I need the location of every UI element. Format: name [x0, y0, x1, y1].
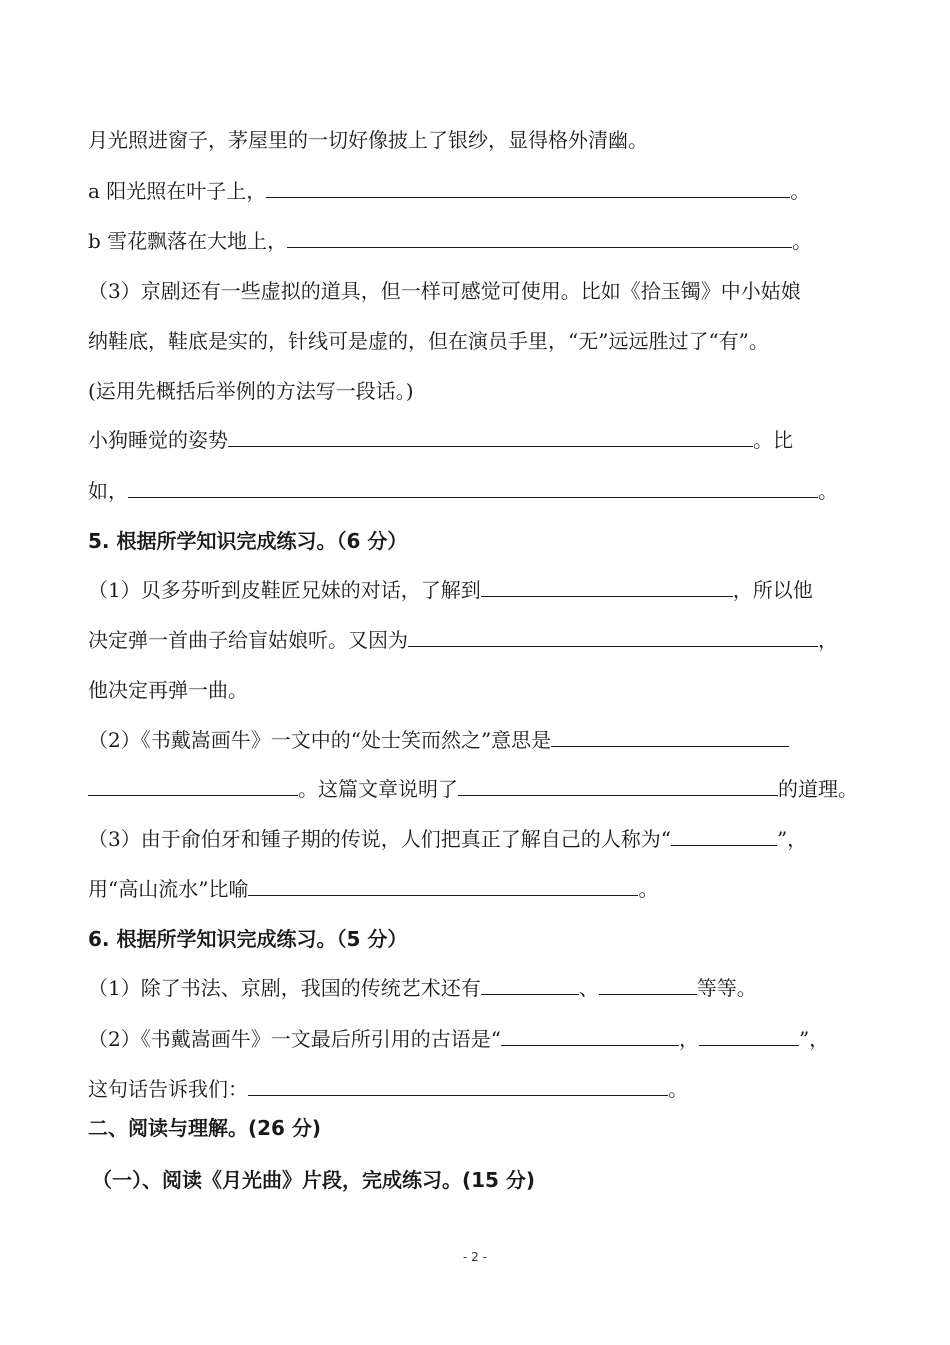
- s5-q2-text-c: 的道理。: [778, 777, 858, 801]
- s5-q1-text-b: ，所以他: [732, 578, 813, 602]
- section-6-title: 6. 根据所学知识完成练习。（5 分）: [88, 927, 408, 951]
- q3-text-3: (运用先概括后举例的方法写一段话。): [88, 379, 414, 403]
- example-prefix: 如，: [88, 479, 128, 503]
- example-period: 。: [818, 479, 838, 503]
- s5-q3-period: 。: [638, 877, 659, 901]
- answer-blank-s6-2a[interactable]: [501, 1027, 679, 1046]
- s6-q1-text-c: 等等。: [696, 976, 757, 1000]
- intro-text: 月光照进窗子，茅屋里的一切好像披上了银纱，显得格外清幽。: [88, 128, 648, 152]
- s5-q3-line-1: [88, 827, 807, 851]
- part-2-title: 二、阅读与理解。(26 分): [88, 1116, 322, 1140]
- imitate-item-a: [88, 179, 810, 203]
- s5-q3-text-b: ”，: [776, 827, 808, 851]
- section-5-title: 5. 根据所学知识完成练习。（6 分）: [88, 529, 408, 553]
- answer-blank-s5-1b[interactable]: [408, 628, 818, 647]
- part-2-subtitle: （一）、阅读《月光曲》片段，完成练习。(15 分): [92, 1168, 536, 1192]
- q3-line-3: [88, 379, 414, 403]
- s6-q2-text-d: 这句话告诉我们：: [88, 1077, 248, 1101]
- answer-blank-s5-2b[interactable]: [88, 777, 298, 796]
- q3-text-1: （3）京剧还有一些虚拟的道具，但一样可感觉可使用。比如《拾玉镯》中小姑娘: [88, 279, 801, 303]
- s6-q2-line-1: [88, 1027, 829, 1051]
- answer-blank-s6-2b[interactable]: [699, 1027, 799, 1046]
- answer-blank-s6-1b[interactable]: [599, 976, 697, 995]
- s5-q1-text-a: （1）贝多芬听到皮鞋匠兄妹的对话，了解到: [88, 578, 481, 602]
- s5-q1-comma: ，: [818, 628, 838, 652]
- example-line: [88, 479, 838, 503]
- q3-line-2: [88, 329, 769, 353]
- answer-blank-b[interactable]: [287, 229, 792, 248]
- page-number: - 2 -: [463, 1250, 487, 1264]
- dog-prefix: 小狗睡觉的姿势: [88, 428, 228, 452]
- answer-blank-s6-2c[interactable]: [248, 1077, 668, 1096]
- s5-q2-text-a: （2）《书戴嵩画牛》一文中的“处士笑而然之”意思是: [88, 728, 552, 752]
- s5-q2-line-2: [88, 777, 858, 801]
- s6-q2-period: 。: [668, 1077, 688, 1101]
- section-6-heading: [88, 927, 407, 951]
- answer-blank-s5-1a[interactable]: [481, 578, 733, 597]
- s6-q2-text-a: （2）《书戴嵩画牛》一文最后所引用的古语是“: [88, 1027, 501, 1051]
- intro-sentence: [88, 128, 648, 152]
- answer-blank-s5-2a[interactable]: [551, 728, 789, 747]
- dog-sleeping-line: [88, 428, 793, 452]
- item-b-period: 。: [792, 229, 813, 253]
- s6-q1-text-b: 、: [578, 976, 599, 1000]
- imitate-item-b: [88, 229, 812, 253]
- s5-q3-line-2: [88, 877, 658, 901]
- answer-blank-s5-2c[interactable]: [458, 777, 778, 796]
- answer-blank-s5-3b[interactable]: [248, 877, 638, 896]
- section-5-heading: [88, 529, 407, 553]
- s6-q1-line: [88, 976, 757, 1000]
- s5-q2-line-1: [88, 728, 789, 752]
- item-a-prefix: a 阳光照在叶子上，: [88, 179, 267, 203]
- answer-blank-dog[interactable]: [228, 428, 753, 447]
- s5-q1-text-d: 他决定再弹一曲。: [88, 678, 248, 702]
- s5-q1-line-2: [88, 628, 838, 652]
- s6-q2-line-2: [88, 1077, 688, 1101]
- answer-blank-s5-3a[interactable]: [671, 827, 777, 846]
- s5-q1-line-3: [88, 678, 248, 702]
- answer-blank-example[interactable]: [128, 479, 818, 498]
- s5-q1-line-1: [88, 578, 813, 602]
- item-b-prefix: b 雪花飘落在大地上，: [88, 229, 288, 253]
- part-2-heading: [88, 1116, 321, 1140]
- part-2-subheading: [92, 1168, 535, 1192]
- s6-q1-text-a: （1）除了书法、京剧，我国的传统艺术还有: [88, 976, 481, 1000]
- s6-q2-text-c: ”，: [798, 1027, 830, 1051]
- answer-blank-a[interactable]: [266, 179, 790, 198]
- s5-q3-text-a: （3）由于俞伯牙和锺子期的传说，人们把真正了解自己的人称为“: [88, 827, 671, 851]
- dog-suffix: 。比: [753, 428, 793, 452]
- answer-blank-s6-1a[interactable]: [481, 976, 579, 995]
- s5-q1-text-c: 决定弹一首曲子给盲姑娘听。又因为: [88, 628, 408, 652]
- q3-text-2: 纳鞋底，鞋底是实的，针线可是虚的，但在演员手里，“无”远远胜过了“有”。: [88, 329, 769, 353]
- s5-q3-text-c: 用“高山流水”比喻: [88, 877, 249, 901]
- s6-q2-text-b: ，: [678, 1027, 699, 1051]
- item-a-period: 。: [790, 179, 811, 203]
- s5-q2-text-b: 。这篇文章说明了: [298, 777, 458, 801]
- q3-line-1: [88, 279, 801, 303]
